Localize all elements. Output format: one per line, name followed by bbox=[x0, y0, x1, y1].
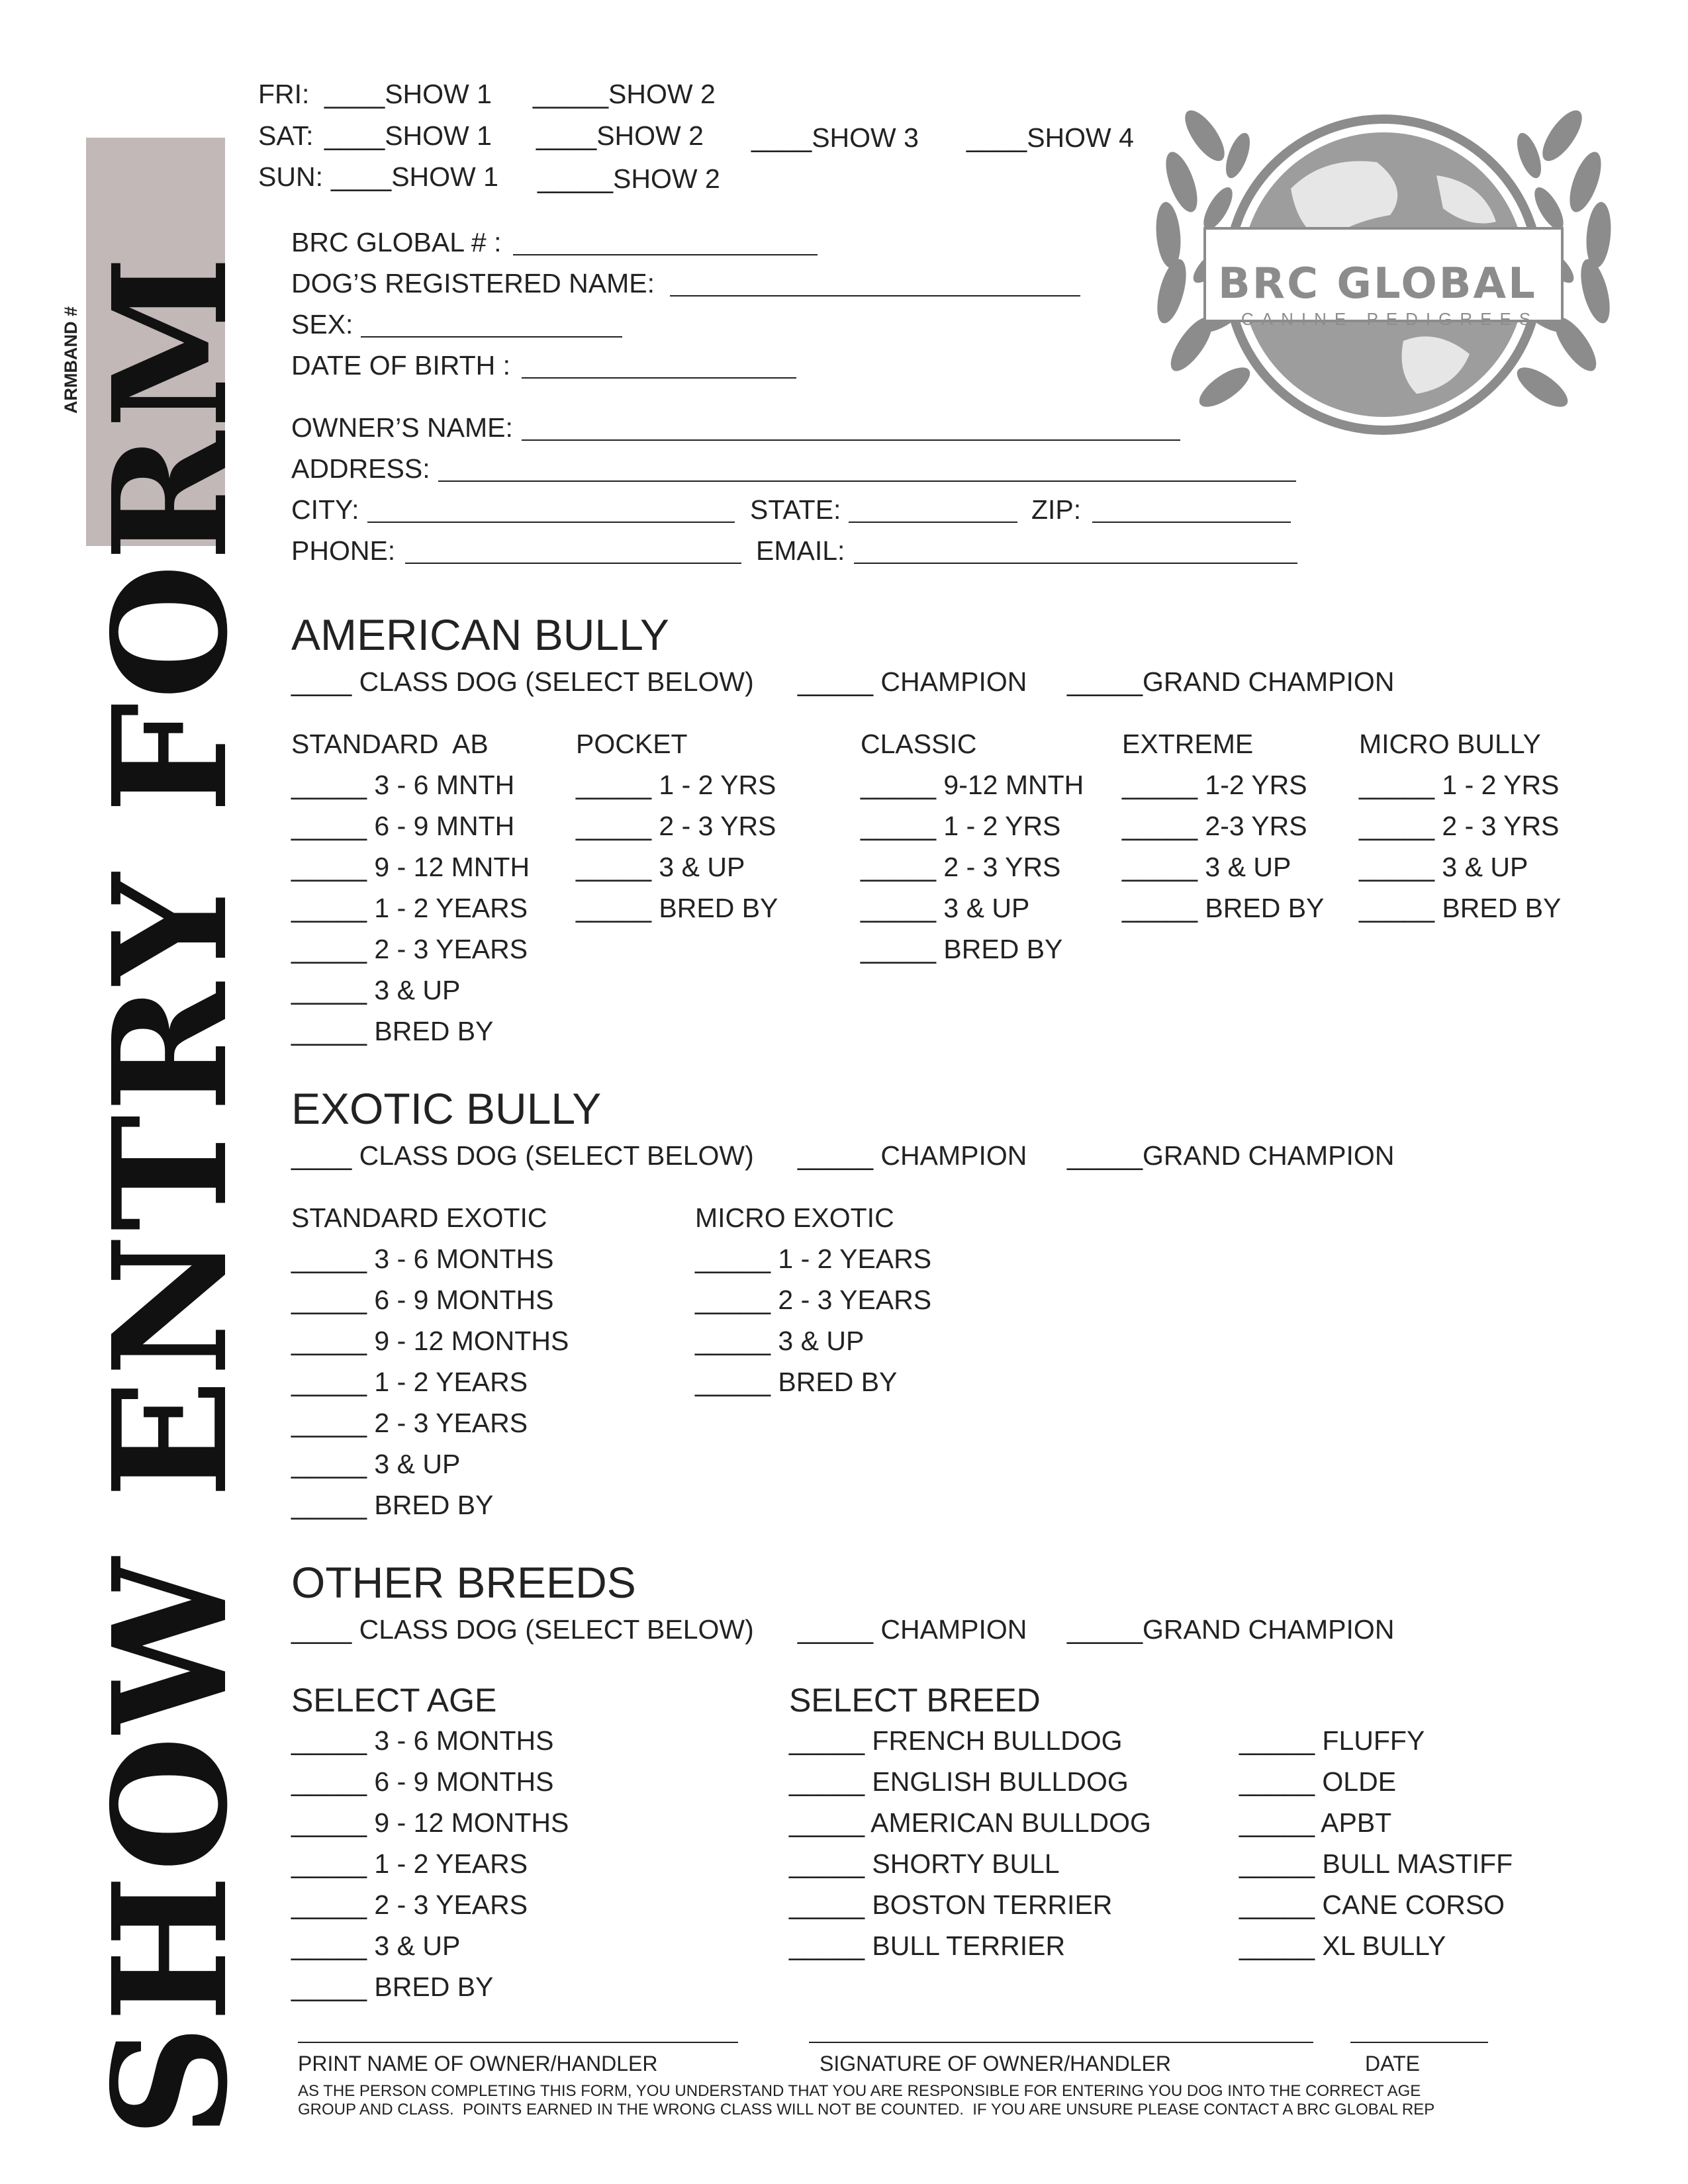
print-name-field[interactable] bbox=[298, 2042, 738, 2043]
show-sun-label: SUN: bbox=[258, 161, 323, 192]
other-age-option[interactable]: _____ 2 - 3 YEARS bbox=[291, 1889, 528, 1920]
american-option[interactable]: _____ 9 - 12 MNTH bbox=[291, 852, 530, 882]
american-col-title: STANDARD AB bbox=[291, 729, 489, 759]
american-col-title: POCKET bbox=[576, 729, 688, 759]
dob-label: DATE OF BIRTH : bbox=[291, 350, 511, 381]
armband-label: ARMBAND # bbox=[61, 306, 81, 414]
disclaimer-line-1: AS THE PERSON COMPLETING THIS FORM, YOU UNDERSTAND THAT YOU ARE RESPONSIBLE FOR ENTERING YOU DOG INTO THE CORRECT AGE bbox=[298, 2082, 1421, 2100]
other-champion[interactable]: _____ CHAMPION bbox=[798, 1614, 1027, 1645]
breed-option[interactable]: _____ FLUFFY bbox=[1239, 1725, 1425, 1756]
show-fri-option-1[interactable]: ____SHOW 1 bbox=[324, 79, 492, 109]
breed-option[interactable]: _____ BOSTON TERRIER bbox=[789, 1889, 1113, 1920]
brc-global-number-label: BRC GLOBAL # : bbox=[291, 227, 502, 257]
exotic-col-title: STANDARD EXOTIC bbox=[291, 1203, 547, 1233]
zip-field[interactable] bbox=[1092, 522, 1291, 523]
disclaimer-line-2: GROUP AND CLASS. POINTS EARNED IN THE WRONG CLASS WILL NOT BE COUNTED. IF YOU ARE UNSURE PLEASE CONTACT A BRC GLOBAL REP bbox=[298, 2101, 1435, 2118]
american-option[interactable]: _____ 3 - 6 MNTH bbox=[291, 770, 515, 800]
show-fri-label: FRI: bbox=[258, 79, 310, 109]
american-option[interactable]: _____ 1 - 2 YEARS bbox=[291, 893, 528, 923]
breed-option[interactable]: _____ AMERICAN BULLDOG bbox=[789, 1807, 1151, 1838]
american-option[interactable]: _____ 3 & UP bbox=[1122, 852, 1291, 882]
state-field[interactable] bbox=[849, 522, 1017, 523]
form-title: SHOW ENTRY FORM bbox=[78, 253, 262, 2138]
email-label: EMAIL: bbox=[756, 535, 845, 566]
address-field[interactable] bbox=[438, 480, 1296, 482]
address-label: ADDRESS: bbox=[291, 453, 430, 484]
exotic-col-title: MICRO EXOTIC bbox=[695, 1203, 894, 1233]
american-option[interactable]: _____ 2-3 YRS bbox=[1122, 811, 1307, 841]
dob-field[interactable] bbox=[522, 377, 796, 379]
phone-label: PHONE: bbox=[291, 535, 396, 566]
sex-field[interactable] bbox=[361, 336, 622, 338]
breed-option[interactable]: _____ BULL TERRIER bbox=[789, 1931, 1066, 1961]
american-option[interactable]: _____ 3 & UP bbox=[291, 975, 461, 1005]
logo-tagline: CANINE PEDIGREES bbox=[1241, 309, 1539, 329]
logo-name: BRC GLOBAL bbox=[1218, 259, 1537, 308]
exotic-option[interactable]: _____ 3 - 6 MONTHS bbox=[291, 1244, 554, 1274]
exotic-option[interactable]: _____ 1 - 2 YEARS bbox=[291, 1367, 528, 1397]
owner-name-label: OWNER’S NAME: bbox=[291, 412, 513, 443]
american-col-title: EXTREME bbox=[1122, 729, 1254, 759]
show-sun-option-2[interactable]: _____SHOW 2 bbox=[538, 163, 720, 194]
american-option[interactable]: _____ 3 & UP bbox=[1359, 852, 1528, 882]
city-label: CITY: bbox=[291, 494, 359, 525]
other-grand-champion[interactable]: _____GRAND CHAMPION bbox=[1067, 1614, 1395, 1645]
breed-option[interactable]: _____ APBT bbox=[1239, 1807, 1392, 1838]
city-field[interactable] bbox=[367, 522, 735, 523]
show-sat-option-1[interactable]: ____SHOW 1 bbox=[324, 120, 492, 151]
brc-global-number-field[interactable] bbox=[513, 254, 818, 255]
exotic-option[interactable]: _____ 9 - 12 MONTHS bbox=[291, 1326, 569, 1356]
owner-name-field[interactable] bbox=[522, 439, 1180, 441]
exotic-option[interactable]: _____ 3 & UP bbox=[695, 1326, 865, 1356]
date-label: DATE bbox=[1365, 2052, 1420, 2075]
other-class-dog[interactable]: ____ CLASS DOG (SELECT BELOW) bbox=[291, 1614, 754, 1645]
other-age-option[interactable]: _____ BRED BY bbox=[291, 1972, 494, 2002]
breed-option[interactable]: _____ OLDE bbox=[1239, 1766, 1397, 1797]
breed-option[interactable]: _____ BULL MASTIFF bbox=[1239, 1848, 1513, 1879]
select-age-title: SELECT AGE bbox=[291, 1682, 497, 1719]
signature-label: SIGNATURE OF OWNER/HANDLER bbox=[820, 2052, 1171, 2075]
exotic-bully-heading: EXOTIC BULLY bbox=[291, 1084, 602, 1133]
american-class-dog[interactable]: ____ CLASS DOG (SELECT BELOW) bbox=[291, 666, 754, 697]
phone-field[interactable] bbox=[405, 563, 741, 564]
american-option[interactable]: _____ 2 - 3 YRS bbox=[1359, 811, 1560, 841]
american-option[interactable]: _____ BRED BY bbox=[291, 1016, 494, 1046]
select-breed-title: SELECT BREED bbox=[789, 1682, 1041, 1719]
american-option[interactable]: _____ 1-2 YRS bbox=[1122, 770, 1307, 800]
sex-label: SEX: bbox=[291, 309, 353, 340]
other-age-option[interactable]: _____ 9 - 12 MONTHS bbox=[291, 1807, 569, 1838]
other-breeds-heading: OTHER BREEDS bbox=[291, 1558, 636, 1607]
exotic-option[interactable]: _____ 1 - 2 YEARS bbox=[695, 1244, 932, 1274]
american-option[interactable]: _____ 2 - 3 YRS bbox=[861, 852, 1061, 882]
show-sat-option-4[interactable]: ____SHOW 4 bbox=[966, 122, 1134, 153]
american-bully-heading: AMERICAN BULLY bbox=[291, 610, 669, 659]
american-option[interactable]: _____ BRED BY bbox=[1122, 893, 1325, 923]
exotic-option[interactable]: _____ 6 - 9 MONTHS bbox=[291, 1285, 554, 1315]
american-option[interactable]: _____ 2 - 3 YEARS bbox=[291, 934, 528, 964]
american-option[interactable]: _____ 6 - 9 MNTH bbox=[291, 811, 515, 841]
american-option[interactable]: _____ BRED BY bbox=[861, 934, 1063, 964]
exotic-champion[interactable]: _____ CHAMPION bbox=[798, 1140, 1027, 1171]
breed-option[interactable]: _____ XL BULLY bbox=[1239, 1931, 1446, 1961]
email-field[interactable] bbox=[854, 563, 1297, 564]
show-sat-option-2[interactable]: ____SHOW 2 bbox=[536, 120, 704, 151]
state-label: STATE: bbox=[750, 494, 841, 525]
print-name-label: PRINT NAME OF OWNER/HANDLER bbox=[298, 2052, 658, 2075]
american-champion[interactable]: _____ CHAMPION bbox=[798, 666, 1027, 697]
exotic-option[interactable]: _____ BRED BY bbox=[695, 1367, 898, 1397]
american-option[interactable]: _____ 9-12 MNTH bbox=[861, 770, 1084, 800]
american-option[interactable]: _____ BRED BY bbox=[1359, 893, 1562, 923]
american-col-title: CLASSIC bbox=[861, 729, 977, 759]
show-fri-option-2[interactable]: _____SHOW 2 bbox=[533, 79, 716, 109]
american-col-title: MICRO BULLY bbox=[1359, 729, 1541, 759]
signature-field[interactable] bbox=[809, 2042, 1313, 2043]
american-option[interactable]: _____ 1 - 2 YRS bbox=[861, 811, 1061, 841]
american-grand-champion[interactable]: _____GRAND CHAMPION bbox=[1067, 666, 1395, 697]
show-sun-option-1[interactable]: ____SHOW 1 bbox=[331, 161, 498, 192]
date-field[interactable] bbox=[1350, 2042, 1488, 2043]
breed-option[interactable]: _____ SHORTY BULL bbox=[789, 1848, 1060, 1879]
american-option[interactable]: _____ 3 & UP bbox=[861, 893, 1030, 923]
breed-option[interactable]: _____ ENGLISH BULLDOG bbox=[789, 1766, 1129, 1797]
other-age-option[interactable]: _____ 3 - 6 MONTHS bbox=[291, 1725, 554, 1756]
dog-name-field[interactable] bbox=[670, 295, 1080, 296]
other-age-option[interactable]: _____ 3 & UP bbox=[291, 1931, 461, 1961]
dog-name-label: DOG’S REGISTERED NAME: bbox=[291, 268, 655, 298]
other-age-option[interactable]: _____ 6 - 9 MONTHS bbox=[291, 1766, 554, 1797]
american-option[interactable]: _____ 1 - 2 YRS bbox=[576, 770, 776, 800]
show-sat-label: SAT: bbox=[258, 120, 314, 151]
show-sat-option-3[interactable]: ____SHOW 3 bbox=[751, 122, 919, 153]
exotic-option[interactable]: _____ 2 - 3 YEARS bbox=[291, 1408, 528, 1438]
american-option[interactable]: _____ 2 - 3 YRS bbox=[576, 811, 776, 841]
exotic-option[interactable]: _____ 3 & UP bbox=[291, 1449, 461, 1479]
breed-option[interactable]: _____ FRENCH BULLDOG bbox=[789, 1725, 1123, 1756]
exotic-option[interactable]: _____ 2 - 3 YEARS bbox=[695, 1285, 932, 1315]
exotic-option[interactable]: _____ BRED BY bbox=[291, 1490, 494, 1520]
exotic-class-dog[interactable]: ____ CLASS DOG (SELECT BELOW) bbox=[291, 1140, 754, 1171]
american-option[interactable]: _____ 3 & UP bbox=[576, 852, 745, 882]
zip-label: ZIP: bbox=[1031, 494, 1082, 525]
american-option[interactable]: _____ 1 - 2 YRS bbox=[1359, 770, 1560, 800]
american-option[interactable]: _____ BRED BY bbox=[576, 893, 778, 923]
exotic-grand-champion[interactable]: _____GRAND CHAMPION bbox=[1067, 1140, 1395, 1171]
breed-option[interactable]: _____ CANE CORSO bbox=[1239, 1889, 1505, 1920]
other-age-option[interactable]: _____ 1 - 2 YEARS bbox=[291, 1848, 528, 1879]
